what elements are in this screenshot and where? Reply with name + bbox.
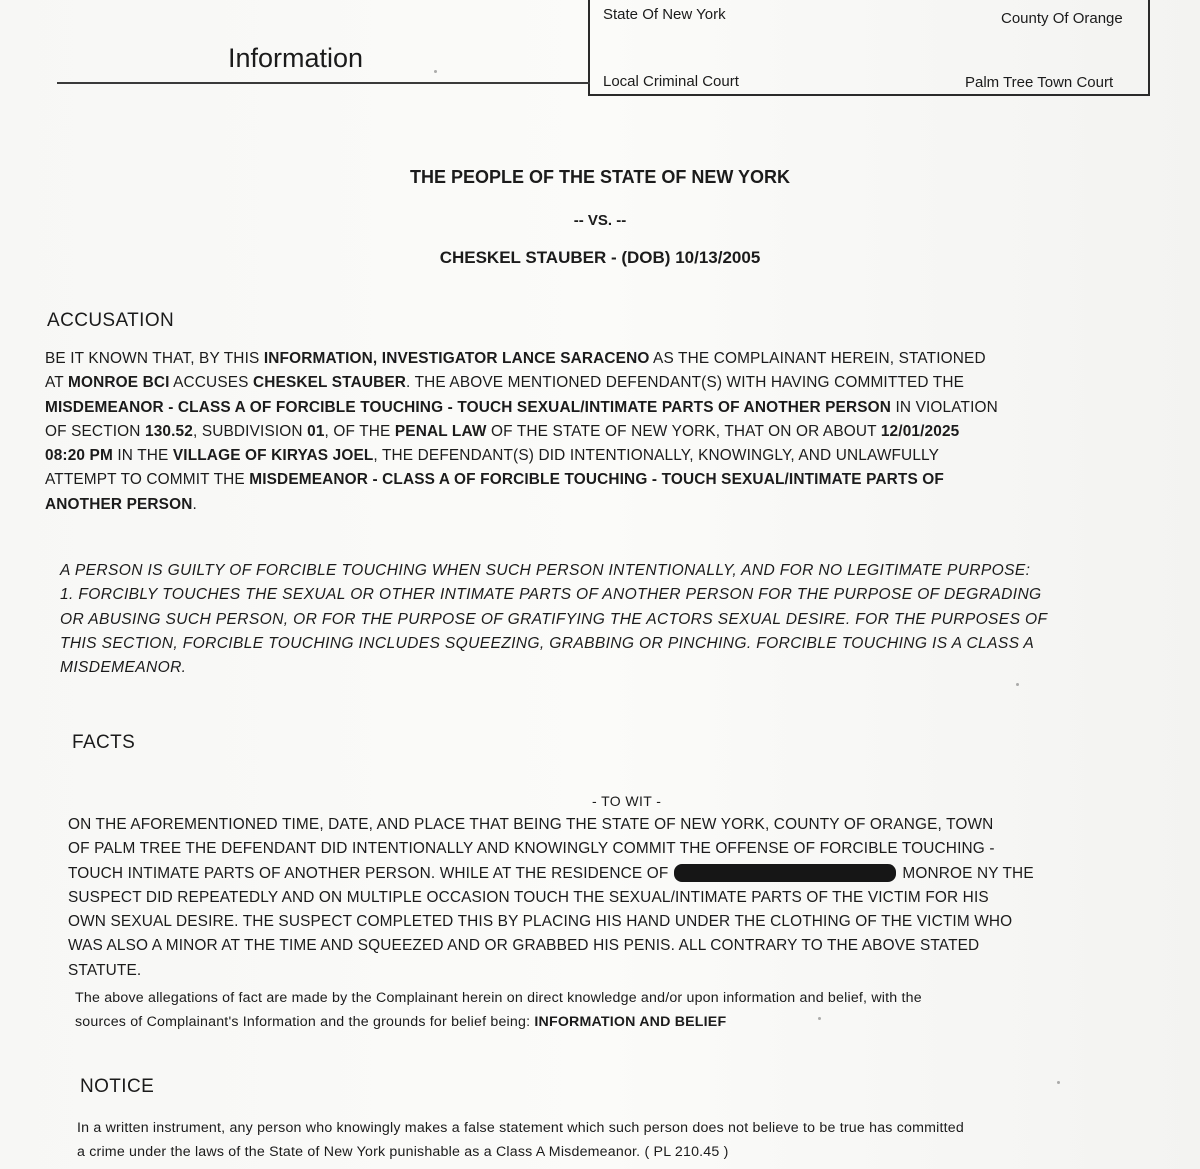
state-label: State Of New York	[603, 6, 726, 23]
facts-line: ON THE AFOREMENTIONED TIME, DATE, AND PLACE THAT BEING THE STATE OF NEW YORK, COUNTY OF ORANGE, TOWN	[68, 816, 994, 833]
accusation-text: MISDEMEANOR - CLASS A OF FORCIBLE TOUCHING - TOUCH SEXUAL/INTIMATE PARTS OF ANOTHER PERSON	[45, 398, 892, 416]
notice-line: In a written instrument, any person who knowingly makes a false statement which such person does not believe to be true has committed	[77, 1120, 964, 1136]
redaction-bar	[674, 864, 896, 882]
accusation-text: ACCUSES	[169, 374, 253, 392]
accusation-text: VILLAGE OF KIRYAS JOEL	[172, 447, 374, 465]
statute-line: A PERSON IS GUILTY OF FORCIBLE TOUCHING WHEN SUCH PERSON INTENTIONALLY, AND FOR NO LEGITIMATE PURPOSE:	[60, 562, 1031, 579]
facts-line	[68, 862, 1034, 886]
statute-line: 1. FORCIBLY TOUCHES THE SEXUAL OR OTHER INTIMATE PARTS OF ANOTHER PERSON FOR THE PURPOSE OF DEGRADING	[60, 586, 1042, 604]
statute-line: OR ABUSING SUCH PERSON, OR FOR THE PURPOSE OF GRATIFYING THE ACTORS SEXUAL DESIRE. FOR THE PURPOSES OF	[60, 610, 1048, 628]
case-caption-people: THE PEOPLE OF THE STATE OF NEW YORK	[409, 167, 791, 187]
to-wit-label: - TO WIT -	[592, 793, 662, 809]
accusation-heading: ACCUSATION	[47, 310, 175, 331]
accusation-text: , THE DEFENDANT(S) DID INTENTIONALLY, KNOWINGLY, AND UNLAWFULLY	[373, 447, 940, 465]
case-caption-versus: -- VS. --	[573, 212, 627, 229]
allegations-paragraph	[75, 986, 922, 1035]
facts-line-part: TOUCH INTIMATE PARTS OF ANOTHER PERSON. WHILE AT THE RESIDENCE OF	[68, 864, 669, 882]
document-title: Information	[228, 43, 364, 73]
allegations-basis: INFORMATION AND BELIEF	[534, 1014, 727, 1031]
accusation-line	[45, 420, 998, 444]
accusation-text: 08:20 PM	[45, 447, 113, 465]
facts-line-part: MONROE NY THE	[902, 864, 1034, 882]
accusation-text: 130.52	[144, 422, 193, 440]
accusation-text: 12/01/2025	[880, 422, 960, 440]
facts-line: STATUTE.	[68, 961, 142, 979]
allegations-text: sources of Complainant's Information and the grounds for belief being:	[75, 1014, 535, 1031]
scan-speck	[1016, 683, 1019, 686]
accusation-text: .	[192, 495, 197, 513]
scan-speck	[818, 1017, 821, 1020]
accusation-text: OF SECTION	[45, 422, 145, 440]
accusation-line	[45, 444, 998, 468]
accusation-text: BE IT KNOWN THAT, BY THIS	[45, 350, 264, 367]
statute-line: THIS SECTION, FORCIBLE TOUCHING INCLUDES SQUEEZING, GRABBING OR PINCHING. FORCIBLE TOUCHING IS A CLASS A	[60, 634, 1035, 652]
facts-line: OWN SEXUAL DESIRE. THE SUSPECT COMPLETED THIS BY PLACING HIS HAND UNDER THE CLOTHING OF THE VICTIM WHO	[68, 913, 1013, 931]
county-label: County Of Orange	[1001, 10, 1123, 27]
facts-line: WAS ALSO A MINOR AT THE TIME AND SQUEEZED AND OR GRABBED HIS PENIS. ALL CONTRARY TO THE ABOVE STATED	[68, 937, 980, 955]
notice-paragraph	[77, 1116, 964, 1165]
scan-speck	[434, 70, 437, 73]
accusation-text: AT	[45, 374, 68, 392]
statute-line: MISDEMEANOR.	[60, 659, 187, 677]
facts-heading: FACTS	[72, 732, 136, 753]
allegations-line	[75, 1010, 922, 1034]
facts-paragraph	[68, 813, 1034, 983]
facts-line: SUSPECT DID REPEATEDLY AND ON MULTIPLE OCCASION TOUCH THE SEXUAL/INTIMATE PARTS OF THE VICTIM FOR HIS	[68, 888, 989, 906]
accusation-line	[45, 468, 998, 492]
header-rule	[57, 82, 590, 84]
accusation-text: ANOTHER PERSON	[45, 495, 193, 513]
scan-speck	[1057, 1081, 1060, 1084]
accusation-text: ATTEMPT TO COMMIT THE	[45, 471, 250, 489]
accusation-text: PENAL LAW	[394, 422, 487, 440]
facts-line: OF PALM TREE THE DEFENDANT DID INTENTIONALLY AND KNOWINGLY COMMIT THE OFFENSE OF FORCIBLE TOUCHING -	[68, 840, 995, 858]
accusation-text: IN THE	[112, 447, 173, 465]
accusation-text: MISDEMEANOR - CLASS A OF FORCIBLE TOUCHING - TOUCH SEXUAL/INTIMATE PARTS OF	[249, 471, 944, 489]
notice-line: a crime under the laws of the State of New York punishable as a Class A Misdemeanor. ( PL 210.45 )	[77, 1144, 729, 1161]
accusation-text: MONROE BCI	[67, 374, 170, 392]
accusation-text: AS THE COMPLAINANT HEREIN, STATIONED	[649, 350, 986, 367]
accusation-text: INFORMATION, INVESTIGATOR LANCE SARACENO	[263, 350, 650, 367]
accusation-line	[45, 396, 998, 420]
accusation-text: CHESKEL STAUBER	[253, 374, 407, 392]
court-name-label: Palm Tree Town Court	[965, 74, 1114, 91]
statute-paragraph	[60, 559, 1047, 680]
accusation-text: 01	[307, 422, 325, 440]
accusation-line	[45, 371, 998, 395]
accusation-text: OF THE STATE OF NEW YORK, THAT ON OR ABOUT	[486, 422, 881, 440]
accusation-line	[45, 493, 998, 517]
case-caption-defendant: CHESKEL STAUBER - (DOB) 10/13/2005	[439, 248, 761, 267]
notice-heading: NOTICE	[80, 1076, 155, 1097]
accusation-text: , SUBDIVISION	[192, 422, 308, 440]
accusation-text: IN VIOLATION	[891, 398, 998, 416]
court-label: Local Criminal Court	[603, 73, 739, 90]
accusation-text: , OF THE	[324, 422, 395, 440]
accusation-paragraph	[45, 347, 998, 517]
accusation-line	[45, 347, 998, 371]
accusation-text: . THE ABOVE MENTIONED DEFENDANT(S) WITH HAVING COMMITTED THE	[406, 374, 965, 392]
allegations-line: The above allegations of fact are made by the Complainant herein on direct knowledge and/or upon information and belief, with the	[75, 990, 922, 1006]
